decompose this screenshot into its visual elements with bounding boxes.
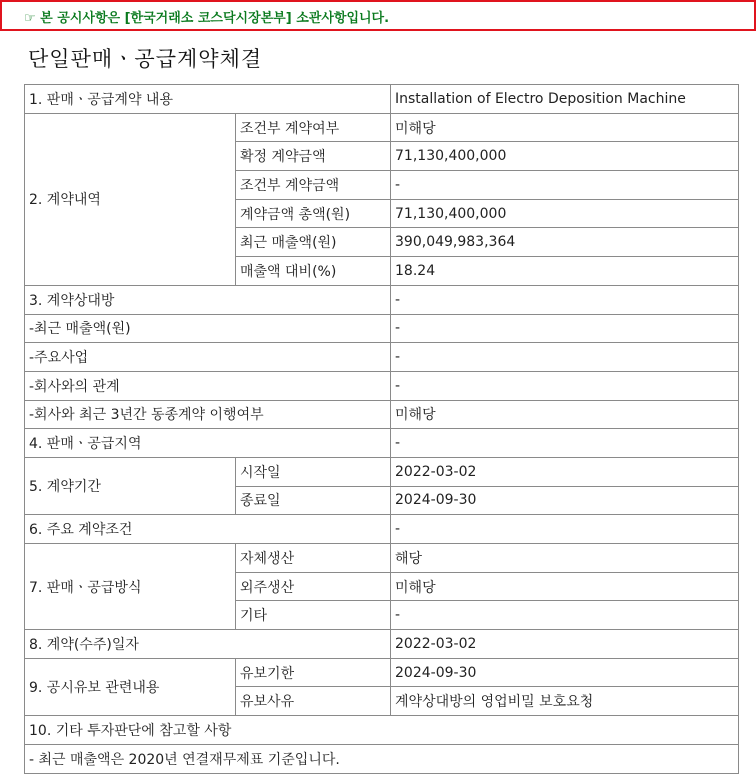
notice-text: ☞ 본 공시사항은 [한국거래소 코스닥시장본부] 소관사항입니다.: [24, 11, 390, 26]
page-title: 단일판매ㆍ공급계약체결: [28, 47, 263, 71]
sub-label: 매출액 대비(%): [236, 257, 391, 286]
row-label: 1. 판매ㆍ공급계약 내용: [25, 85, 391, 114]
row-value: 해당: [391, 544, 739, 573]
table-row: [25, 400, 739, 429]
row-value: 390,049,983,364: [391, 228, 739, 257]
table-row: [25, 630, 739, 659]
sub-label: 최근 매출액(원): [236, 228, 391, 257]
sub-label: 조건부 계약여부: [236, 113, 391, 142]
row-label: 3. 계약상대방: [25, 285, 391, 314]
row-value: 미해당: [391, 572, 739, 601]
table-row: [25, 343, 739, 372]
row-value: -: [391, 314, 739, 343]
table-row: [25, 113, 739, 142]
row-value: 18.24: [391, 257, 739, 286]
sub-label: 확정 계약금액: [236, 142, 391, 171]
group-label: 9. 공시유보 관련내용: [25, 658, 236, 715]
sub-label: 조건부 계약금액: [236, 171, 391, 200]
table-row: [25, 544, 739, 573]
row-label: -회사와의 관계: [25, 371, 391, 400]
table-row: [25, 371, 739, 400]
sub-label: 시작일: [236, 457, 391, 486]
table-row: [25, 85, 739, 114]
row-value: 71,130,400,000: [391, 199, 739, 228]
row-value: -: [391, 285, 739, 314]
row-label: -주요사업: [25, 343, 391, 372]
sub-label: 계약금액 총액(원): [236, 199, 391, 228]
row-label: 4. 판매ㆍ공급지역: [25, 429, 391, 458]
notice-banner: [0, 0, 756, 31]
row-value: 2024-09-30: [391, 486, 739, 515]
row-value: 2022-03-02: [391, 457, 739, 486]
row-label: 8. 계약(수주)일자: [25, 630, 391, 659]
table-row: [25, 744, 739, 773]
row-value: 계약상대방의 영업비밀 보호요청: [391, 687, 739, 716]
row-value: -: [391, 601, 739, 630]
row-value: -: [391, 343, 739, 372]
row-label: -회사와 최근 3년간 동종계약 이행여부: [25, 400, 391, 429]
row-value: 71,130,400,000: [391, 142, 739, 171]
table-row: [25, 429, 739, 458]
row-value: -: [391, 515, 739, 544]
disclosure-table: [24, 84, 739, 774]
row-value: 2022-03-02: [391, 630, 739, 659]
table-row: [25, 716, 739, 745]
table-row: [25, 515, 739, 544]
row-label: 6. 주요 계약조건: [25, 515, 391, 544]
row-label: -최근 매출액(원): [25, 314, 391, 343]
sub-label: 자체생산: [236, 544, 391, 573]
sub-label: 종료일: [236, 486, 391, 515]
row-value: Installation of Electro Deposition Machine: [391, 85, 739, 114]
group-label: 7. 판매ㆍ공급방식: [25, 544, 236, 630]
group-label: 5. 계약기간: [25, 457, 236, 514]
sub-label: 외주생산: [236, 572, 391, 601]
group-label: 2. 계약내역: [25, 113, 236, 285]
note-text: - 최근 매출액은 2020년 연결재무제표 기준입니다.: [25, 744, 739, 773]
table-row: [25, 457, 739, 486]
sub-label: 유보기한: [236, 658, 391, 687]
row-value: 미해당: [391, 113, 739, 142]
table-row: [25, 658, 739, 687]
table-row: [25, 285, 739, 314]
row-value: 2024-09-30: [391, 658, 739, 687]
sub-label: 기타: [236, 601, 391, 630]
row-value: -: [391, 429, 739, 458]
row-value: -: [391, 171, 739, 200]
row-label: 10. 기타 투자판단에 참고할 사항: [25, 716, 739, 745]
row-value: 미해당: [391, 400, 739, 429]
row-value: -: [391, 371, 739, 400]
table-row: [25, 314, 739, 343]
sub-label: 유보사유: [236, 687, 391, 716]
